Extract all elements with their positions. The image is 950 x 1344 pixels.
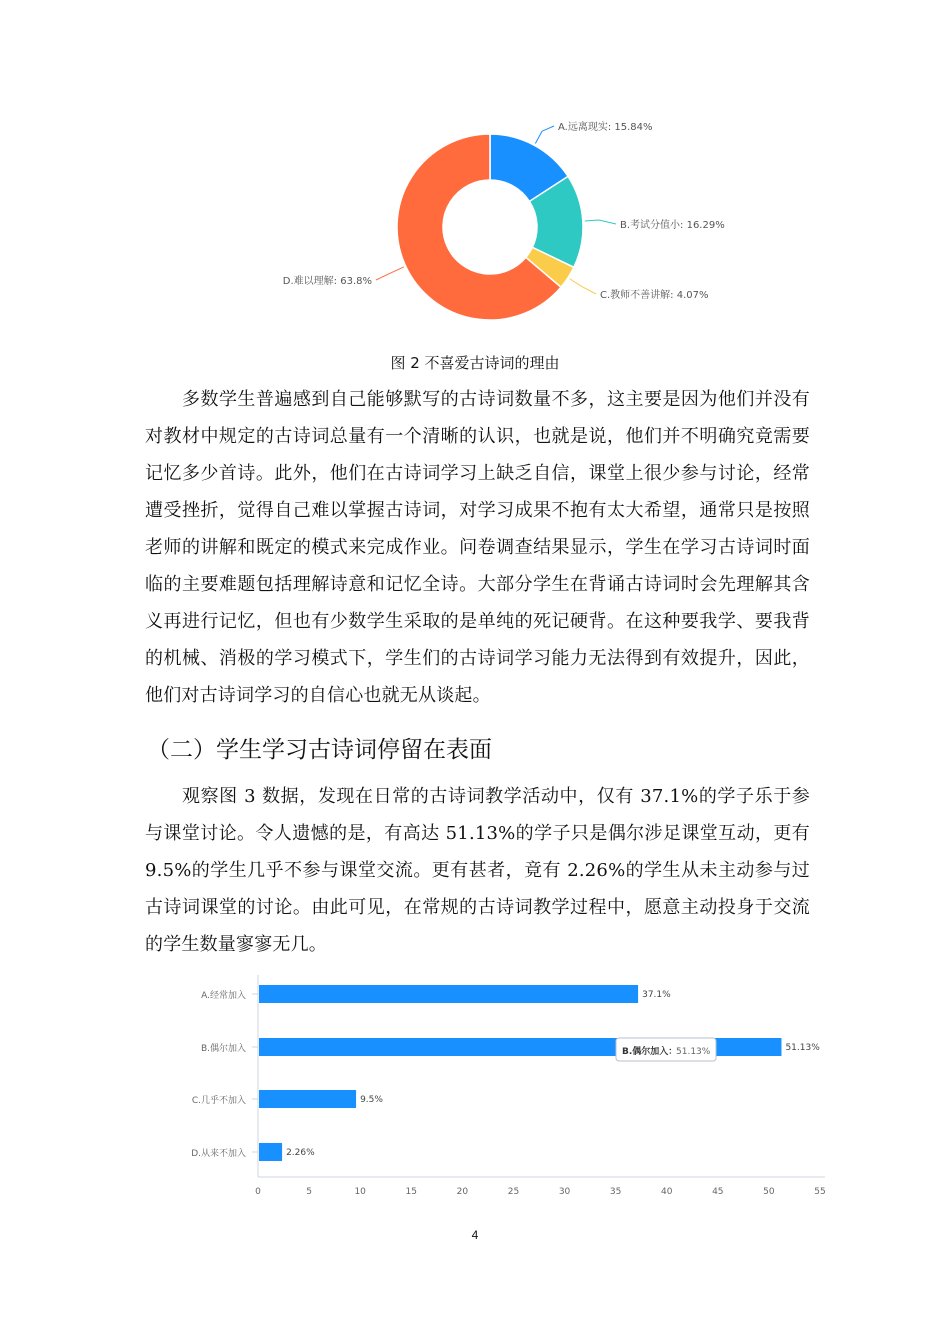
x-tick-label: 35 [609,1187,622,1197]
figure-2-caption: 图 2 不喜爱古诗词的理由 [390,354,560,372]
donut-leader-line [570,279,596,294]
body-paragraph-2: 观察图 3 数据，发现在日常的古诗词教学活动中，仅有 37.1%的学子乐于参与课堂讨论。令人遗憾的是，有高达 51.13%的学子只是偶尔涉足课堂互动，更有 9.5%的学生几乎不参与课堂交流。更有甚者，竟有 2.26%的学生从未主动参与过古诗词课堂的讨论。由此可见，在常规的古诗词教学过程中，愿意主动投身于交流的学生数量寥寥无几。 [145,786,810,955]
x-tick-label: 50 [763,1187,775,1197]
bar-value-label: 9.5% [360,1095,383,1105]
donut-leader-line [535,126,554,144]
bar-value-label: 2.26% [286,1148,315,1158]
page-number: 4 [471,1228,479,1242]
donut-slice-label: B.考试分值小: 16.29% [620,220,725,231]
bar-category-label: B.偶尔加入 [200,1044,246,1054]
x-tick-label: 40 [661,1187,673,1197]
donut-slice-label: C.教师不善讲解: 4.07% [600,290,709,301]
donut-chart [250,112,740,322]
donut-leader-line [376,267,404,280]
donut-leader-line [585,220,616,224]
x-tick-label: 0 [255,1187,261,1197]
section-heading: （二）学生学习古诗词停留在表面 [147,737,492,763]
x-tick-label: 45 [712,1187,724,1197]
bar-category-label: D.从来不加入 [191,1149,246,1159]
tooltip-value: 51.13% [676,1047,711,1057]
x-tick-label: 15 [405,1187,417,1197]
bar-category-label: C.几乎不加入 [191,1096,246,1106]
bar-category-label: A.经常加入 [201,991,246,1001]
donut-slice-label: A.远离现实: 15.84% [558,122,653,133]
body-paragraph-1: 多数学生普遍感到自己能够默写的古诗词数量不多，这主要是因为他们并没有对教材中规定的古诗词总量有一个清晰的认识，也就是说，他们并不明确究竟需要记忆多少首诗。此外，他们在古诗词学习上缺乏自信，课堂上很少参与讨论，经常遭受挫折，觉得自己难以掌握古诗词，对学习成果不抱有太大希望，通常只是按照老师的讲解和既定的模式来完成作业。问卷调查结果显示，学生在学习古诗词时面临的主要难题包括理解诗意和记忆全诗。大部分学生在背诵古诗词时会先理解其含义再进行记忆，但也有少数学生采取的是单纯的死记硬背。在这种要我学、要我背的机械、消极的学习模式下，学生们的古诗词学习能力无法得到有效提升，因此，他们对古诗词学习的自信心也就无从谈起。 [145,389,810,706]
bar-chart [180,975,840,1200]
x-tick-label: 25 [507,1187,520,1197]
bar-value-label: 37.1% [642,990,671,1000]
bar [259,1143,282,1161]
bar-value-label: 51.13% [785,1043,820,1053]
x-tick-label: 20 [456,1187,469,1197]
bar [259,1090,356,1108]
tooltip-label: B.偶尔加入： [622,1047,678,1057]
bar [259,985,638,1003]
chart-tooltip [616,1038,716,1061]
x-tick-label: 30 [558,1187,571,1197]
x-tick-label: 10 [354,1187,366,1197]
x-tick-label: 55 [814,1187,826,1197]
donut-slice-label: D.难以理解: 63.8% [282,276,372,287]
x-tick-label: 5 [306,1187,312,1197]
